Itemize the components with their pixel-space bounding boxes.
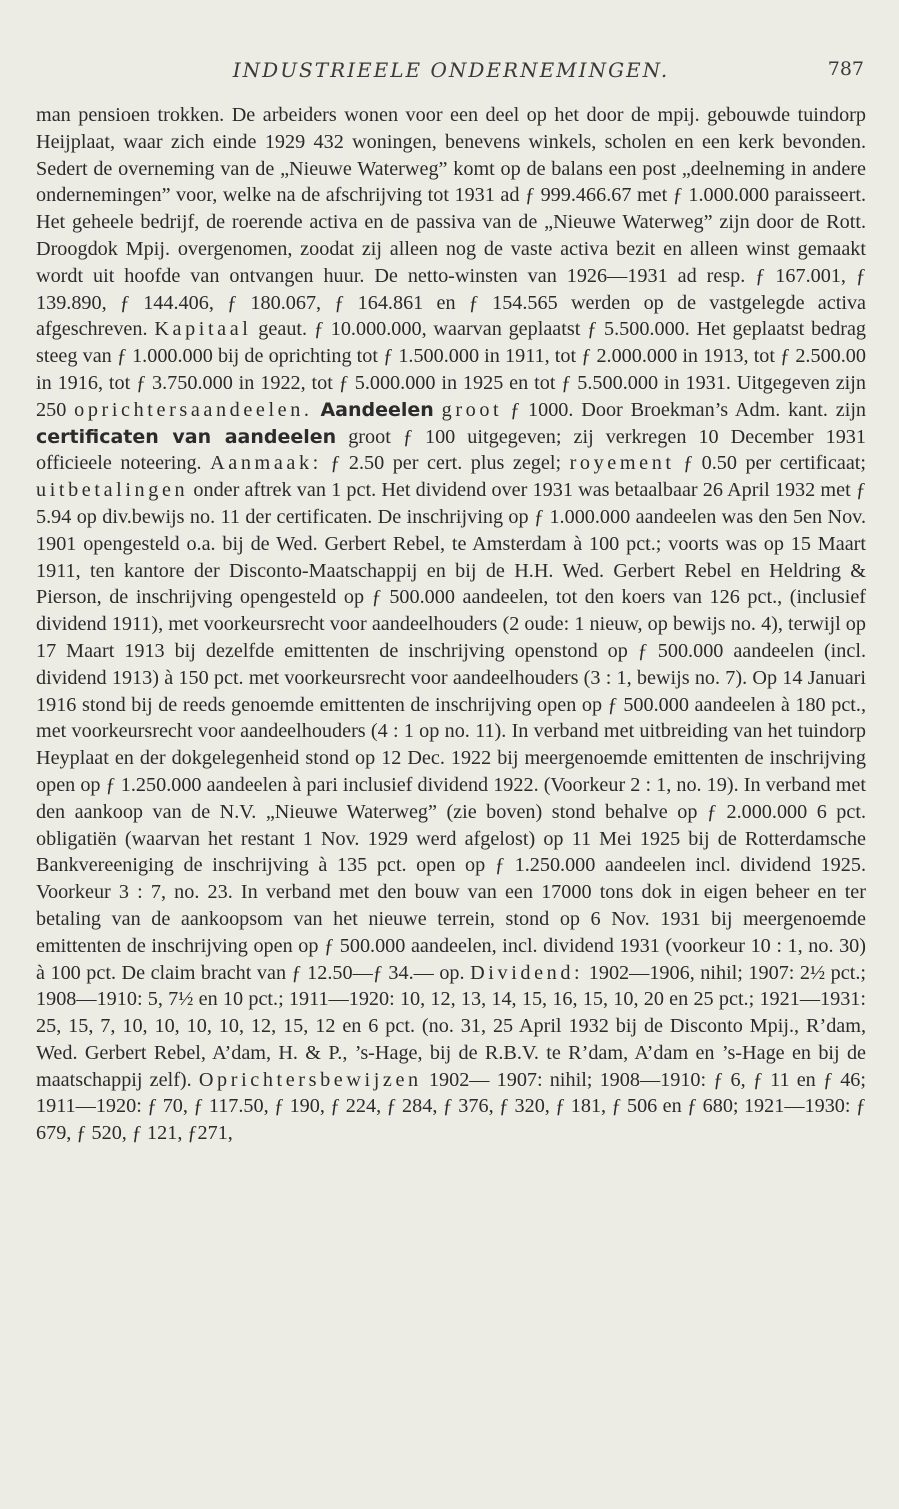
emphasis-oprichtersaandeelen: oprichtersaandeelen. bbox=[74, 398, 313, 421]
body-paragraph bbox=[36, 102, 866, 1147]
emphasis-dividend: Dividend: bbox=[470, 961, 584, 984]
text-segment bbox=[434, 399, 442, 421]
text-segment: man pensioen trokken. De arbeiders wonen voor een deel op het door de mpij. gebouwde tuindorp Heijplaat, waar zich einde 1929 432 woningen, benevens winkels, scholen en een kerk bevonden. Sedert de overneming van de „Nieuwe Waterweg” komt op de balans een post „deelneming in andere ondernemingen” voor, welke na de afschrijving tot 1931 ad ƒ 999.466.67 met ƒ 1.000.000 paraisseert. Het geheele bedrijf, de roerende activa en de passiva van de „Nieuwe Waterweg” zijn door de Rott. Droogdok Mpij. overgenomen, zoodat zij alleen nog de vaste activa bezit en alleen winst gemaakt wordt uit hoofde van ontvangen huur. De netto-winsten van 1926—1931 ad resp. ƒ 167.001, ƒ 139.890, ƒ 144.406, ƒ 180.067, ƒ 164.861 en ƒ 154.565 werden op de vastgelegde activa afgeschreven. bbox=[36, 104, 866, 341]
text-segment: 1902—1906, nihil; 1907: 2½ pct.; 1908—1910: 5, 7½ en 10 pct.; 1911—1920: 10, 12, 13, 14, 15, 16, 15, 10, 20 en 25 pct.; 1921—1931: 25, 15, 7, 10, 10, 10, 10, 12, 15, 12 en 6 pct. (no. 31, 25 April 1932 bij de Disconto Mpij., R’dam, Wed. Gerbert Rebel, A’dam, H. & P., ’s-Hage, bij de R.B.V. te R’dam, A’dam en ’s-Hage en bij de maatschappij zelf). bbox=[36, 961, 866, 1091]
text-segment: 1902— 1907: nihil; 1908—1910: ƒ 6, ƒ 11 en ƒ 46; 1911—1920: ƒ 70, ƒ 117.50, ƒ 190, ƒ 224, ƒ 284, ƒ 376, ƒ 320, ƒ 181, ƒ 506 en ƒ 680; 1921—1930: ƒ 679, ƒ 520, ƒ 121, ƒ271, bbox=[36, 1068, 866, 1145]
emphasis-groot: groot bbox=[441, 398, 503, 421]
emphasis-aanmaak: Aanmaak: bbox=[210, 452, 322, 475]
emphasis-royement: royement bbox=[569, 452, 675, 475]
page-header bbox=[36, 50, 866, 90]
heading-certificaten: certificaten van aandeelen bbox=[36, 425, 337, 448]
document-page bbox=[36, 50, 866, 1147]
running-title: INDUSTRIEELE ONDERNEMINGEN. bbox=[232, 58, 670, 82]
emphasis-kapitaal: Kapitaal bbox=[154, 318, 252, 341]
emphasis-oprichtersbewijzen: Oprichtersbewijzen bbox=[198, 1068, 422, 1091]
heading-aandeelen: Aandeelen bbox=[320, 398, 434, 421]
text-segment: ƒ 2.50 per cert. plus zegel; bbox=[321, 452, 570, 475]
text-segment: onder aftrek van 1 pct. Het dividend over 1931 was betaalbaar 26 April 1932 met ƒ 5.94 op div.bewijs no. 11 der certificaten. De inschrijving op ƒ 1.000.000 aandeelen was den 5en Nov. 1901 opengesteld o.a. bij de Wed. Gerbert Rebel, te Amsterdam à 100 pct.; voorts was op 15 Maart 1911, ten kantore der Disconto-Maatschappij en bij de H.H. Wed. Gerbert Rebel en Heldring & Pierson, de inschrijving opengesteld op ƒ 500.000 aandeelen, tot den koers van 126 pct., (inclusief dividend 1911), met voorkeursrecht voor aandeelhouders (2 oude: 1 nieuw, op bewijs no. 4), terwijl op 17 Maart 1913 bij dezelfde emittenten de inschrijving openstond op ƒ 500.000 aandeelen (incl. dividend 1913) à 150 pct. met voorkeursrecht voor aandeelhouders (3 : 1, bewijs no. 7). Op 14 Januari 1916 stond bij de reeds genoemde emittenten de inschrijving open op ƒ 500.000 aandeelen à 180 pct., met voorkeursrecht voor aandeelhouders (4 : 1 op no. 11). In verband met uitbreiding van het tuindorp Heyplaat en der dokgelegenheid stond op 12 Dec. 1922 bij meergenoemde emittenten de inschrijving open op ƒ 1.250.000 aandeelen à pari inclusief dividend 1922. (Voorkeur 2 : 1, no. 19). In verband met den aankoop van de N.V. „Nieuwe Waterweg” (zie boven) stond behalve op ƒ 2.000.000 6 pct. obligatiën (waarvan het restant 1 Nov. 1929 werd afgelost) op 11 Mei 1925 bij de Rotterdamsche Bankvereeniging de inschrijving à 135 pct. open op ƒ 1.250.000 aandeelen incl. dividend 1925. Voorkeur 3 : 7, no. 23. In verband met den bouw van een 17000 tons dok in eigen beheer en ter betaling van de aankoopsom van het nieuwe terrein, stond op 6 Nov. 1931 bij meergenoemde emittenten de inschrijving open op ƒ 500.000 aandeelen, incl. dividend 1931 (voorkeur 10 : 1, no. 30) à 100 pct. De claim bracht van ƒ 12.50—ƒ 34.— op. bbox=[36, 479, 866, 984]
emphasis-uitbetalingen: uitbetalingen bbox=[36, 479, 189, 502]
text-segment: geaut. ƒ 10.000.000, waarvan geplaatst ƒ 5.500.000. Het geplaatst bedrag steeg van ƒ 1.000.000 bij de oprichting tot ƒ 1.500.000 in 1911, tot ƒ 2.000.000 in 1913, tot ƒ 2.500.00 in 1916, tot ƒ 3.750.000 in 1922, tot ƒ 5.000.000 in 1925 en tot ƒ 5.500.000 in 1931. Uitgegeven zijn 250 bbox=[36, 318, 866, 421]
text-segment: ƒ 0.50 per certificaat; bbox=[674, 452, 867, 475]
text-segment: ƒ 1000. Door Broekman’s Adm. kant. zijn bbox=[502, 398, 867, 421]
page-number: 787 bbox=[827, 58, 864, 80]
text-segment: groot ƒ 100 uitgegeven; zij verkregen 10 December 1931 officieele noteering. bbox=[36, 425, 866, 475]
